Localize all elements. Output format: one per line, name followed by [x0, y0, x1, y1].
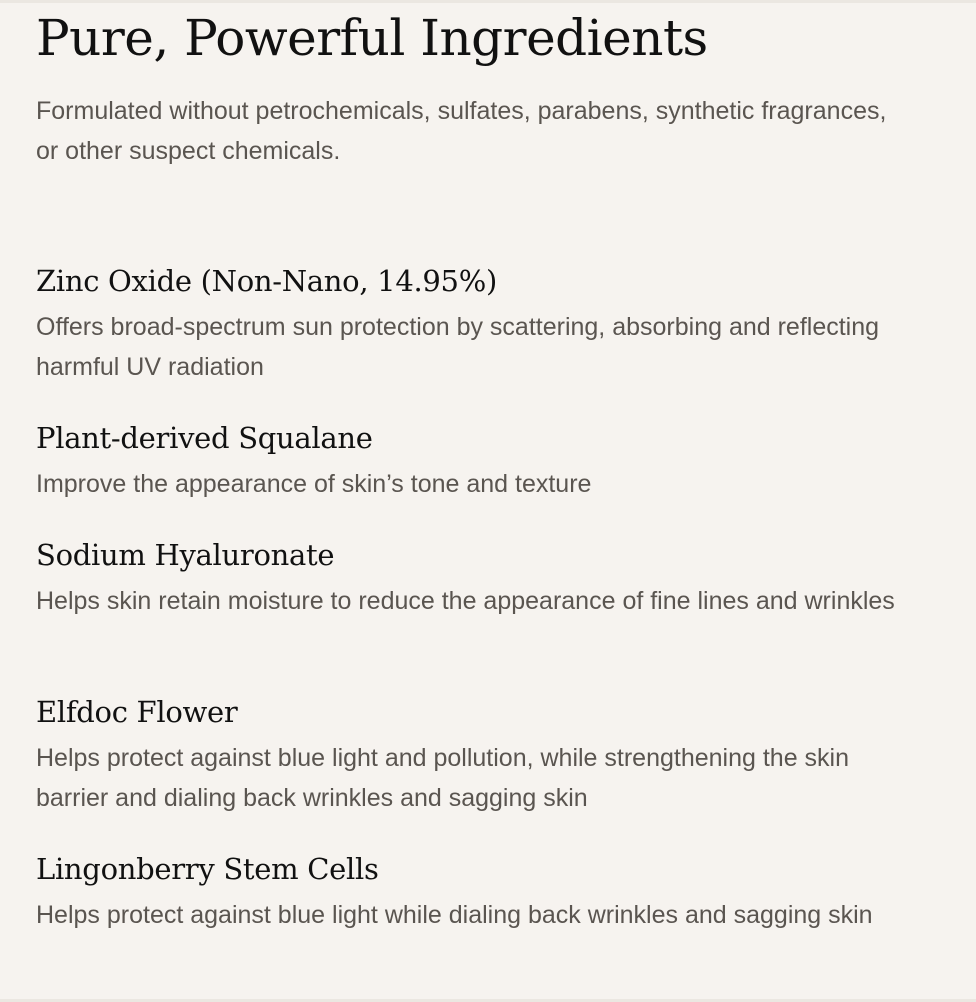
- ingredient-description: Helps skin retain moisture to reduce the appearance of fine lines and wrinkles: [36, 587, 895, 615]
- ingredient-name: Elfdoc Flower: [36, 695, 238, 729]
- ingredient-description: Offers broad-spectrum sun protection by scattering, absorbing and reflecting harmful UV radiation: [36, 313, 880, 381]
- ingredient-item: [36, 847, 916, 935]
- ingredient-name: Zinc Oxide (Non-Nano, 14.95%): [36, 264, 497, 298]
- ingredient-item: [36, 690, 916, 818]
- ingredient-description: Helps protect against blue light while dialing back wrinkles and sagging skin: [36, 901, 873, 929]
- ingredient-description: Improve the appearance of skin’s tone and texture: [36, 470, 592, 498]
- ingredient-item: [36, 416, 916, 504]
- ingredient-name: Sodium Hyaluronate: [36, 538, 335, 572]
- ingredient-name: Plant-derived Squalane: [36, 421, 373, 455]
- ingredient-description: Helps protect against blue light and pollution, while strengthening the skin barrier and dialing back wrinkles and sagging skin: [36, 744, 850, 812]
- section-intro: Formulated without petrochemicals, sulfates, parabens, synthetic fragrances, or other suspect chemicals.: [36, 97, 887, 165]
- ingredient-name: Lingonberry Stem Cells: [36, 852, 379, 886]
- section-title: Pure, Powerful Ingredients: [36, 9, 708, 67]
- ingredient-item: [36, 533, 916, 621]
- ingredient-item: [36, 259, 916, 387]
